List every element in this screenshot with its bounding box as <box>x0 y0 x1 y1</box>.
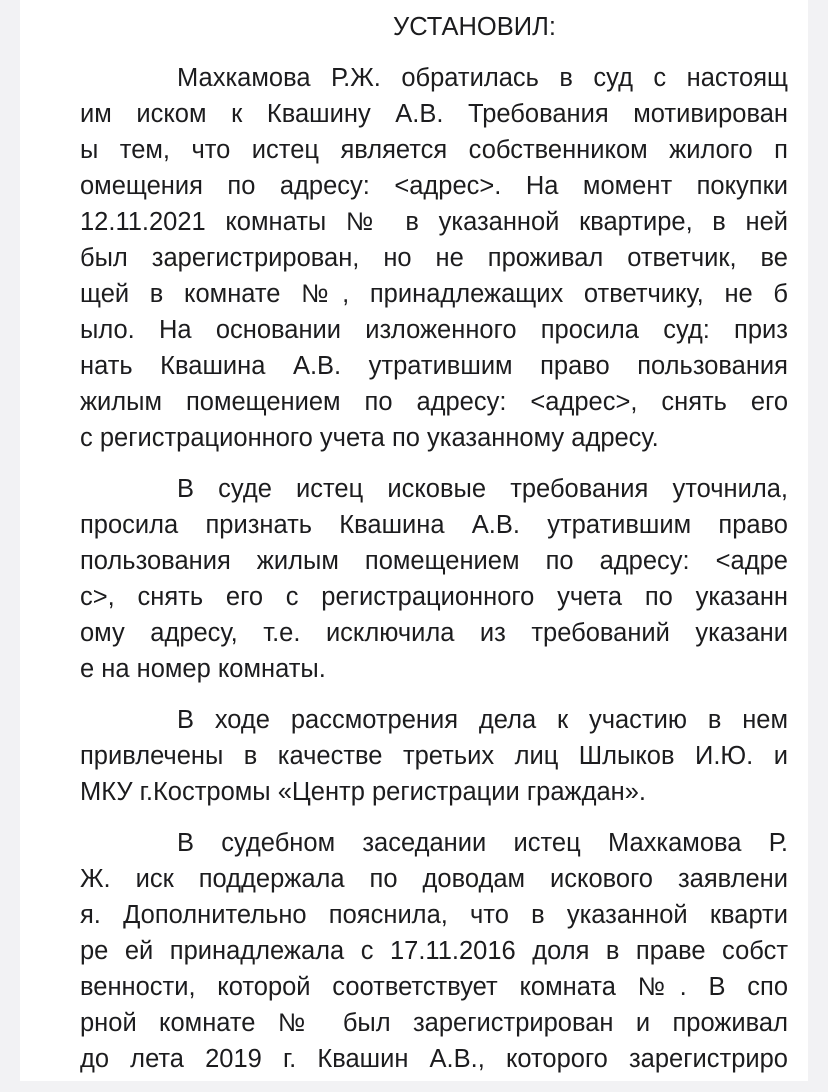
text-line: с>, снять его с регистрационного учета по указанн <box>80 583 788 611</box>
text-line: В ходе рассмотрения дела к участию в нем <box>177 706 788 734</box>
text-line: я. Дополнительно пояснила, что в указанной кварти <box>80 901 788 929</box>
text-line: ре ей принадлежала с 17.11.2016 доля в праве собст <box>80 937 788 965</box>
text-line: В судебном заседании истец Махкамова Р. <box>177 829 788 857</box>
text-line: рной комнате № был зарегистрирован и проживал <box>80 1009 788 1037</box>
text-line: щей в комнате №, принадлежащих ответчику, не б <box>80 280 788 308</box>
text-line: просила признать Квашина А.В. утратившим право <box>80 511 788 539</box>
text-line: ому адресу, т.е. исключила из требований указани <box>80 619 788 647</box>
text-line: Махкамова Р.Ж. обратилась в суд с настоящ <box>177 64 788 92</box>
text-line: жилым помещением по адресу: <адрес>, снять его <box>80 388 788 416</box>
text-line: пользования жилым помещением по адресу: <адре <box>80 547 788 575</box>
text-line: В суде истец исковые требования уточнила, <box>177 475 788 503</box>
paragraph <box>80 825 788 1077</box>
text-line: венности, которой соответствует комната №. В спо <box>80 973 788 1001</box>
text-line: МКУ г.Костромы «Центр регистрации граждан». <box>80 778 646 806</box>
paragraph <box>80 60 788 456</box>
paragraph <box>80 471 788 687</box>
text-line: им иском к Квашину А.В. Требования мотивирован <box>80 100 788 128</box>
text-line: нать Квашина А.В. утратившим право пользования <box>80 352 788 380</box>
text-line: до лета 2019 г. Квашин А.В., которого зарегистриро <box>80 1045 788 1073</box>
text-line: был зарегистрирован, но не проживал ответчик, ве <box>80 244 788 272</box>
text-line: 12.11.2021 комнаты № в указанной квартире, в ней <box>80 208 788 236</box>
text-line: омещения по адресу: <адрес>. На момент покупки <box>80 172 788 200</box>
text-line: привлечены в качестве третьих лиц Шлыков И.Ю. и <box>80 742 788 770</box>
text-line: ы тем, что истец является собственником жилого п <box>80 136 788 164</box>
document-page <box>20 0 808 1081</box>
document-body <box>80 60 788 1092</box>
paragraph <box>80 702 788 810</box>
text-line: е на номер комнаты. <box>80 655 326 683</box>
text-line: Ж. иск поддержала по доводам искового заявлени <box>80 865 788 893</box>
text-line: с регистрационного учета по указанному адресу. <box>80 424 659 452</box>
text-line: ыло. На основании изложенного просила суд: приз <box>80 316 788 344</box>
section-title: УСТАНОВИЛ: <box>393 13 556 41</box>
